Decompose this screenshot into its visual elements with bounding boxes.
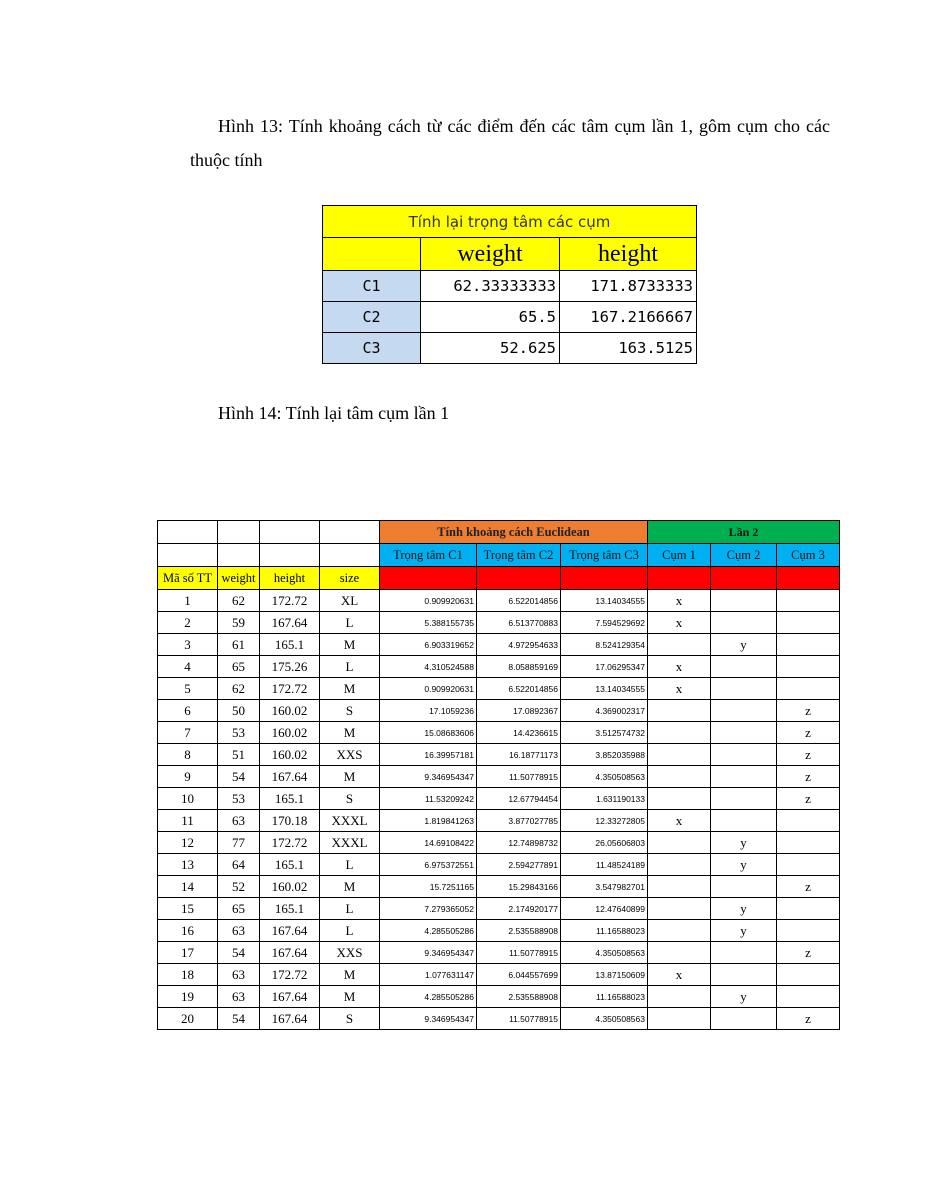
centroid-c1-header: Trọng tâm C1 [380, 544, 477, 567]
row-id: 12 [158, 832, 218, 854]
distance-c2: 11.50778915 [477, 1008, 561, 1030]
weight-header: weight [421, 238, 560, 271]
distance-c3: 3.852035988 [561, 744, 648, 766]
height-header: height [560, 238, 697, 271]
distance-c1: 7.279365052 [380, 898, 477, 920]
row-id: 20 [158, 1008, 218, 1030]
row-size: L [320, 612, 380, 634]
distance-c2: 6.044557699 [477, 964, 561, 986]
distance-c3: 12.47640899 [561, 898, 648, 920]
row-size: L [320, 854, 380, 876]
distance-c2: 11.50778915 [477, 942, 561, 964]
row-height: 167.64 [260, 942, 320, 964]
distance-c2: 6.513770883 [477, 612, 561, 634]
centroid-table-title: Tính lại trọng tâm các cụm [323, 206, 697, 238]
table-row [158, 590, 840, 612]
row-size: L [320, 898, 380, 920]
row-weight: 65 [218, 656, 260, 678]
row-size: M [320, 876, 380, 898]
figure-13-caption: Hình 13: Tính khoảng cách từ các điểm đến các tâm cụm lần 1, gôm cụm cho các thuộc tính [190, 116, 830, 170]
empty-cell [218, 521, 260, 544]
table-row [158, 678, 840, 700]
weight-col-header: weight [218, 567, 260, 590]
distance-c1: 4.285505286 [380, 986, 477, 1008]
row-height: 167.64 [260, 612, 320, 634]
centroid-height: 167.2166667 [560, 302, 697, 333]
cluster-2-mark: y [711, 920, 777, 942]
centroid-c3-header: Trọng tâm C3 [561, 544, 648, 567]
distance-c2: 17.0892367 [477, 700, 561, 722]
row-size: S [320, 1008, 380, 1030]
cluster-1-mark [648, 744, 711, 766]
row-height: 165.1 [260, 898, 320, 920]
row-height: 175.26 [260, 656, 320, 678]
distance-c1: 0.909920631 [380, 678, 477, 700]
row-id: 4 [158, 656, 218, 678]
cluster-1-mark [648, 832, 711, 854]
distance-c2: 12.74898732 [477, 832, 561, 854]
cluster-2-mark [711, 1008, 777, 1030]
distance-c3: 4.350508563 [561, 1008, 648, 1030]
cluster-2-mark: y [711, 634, 777, 656]
row-size: XXXL [320, 832, 380, 854]
row-size: M [320, 986, 380, 1008]
cluster-3-mark: z [777, 788, 840, 810]
table-row [158, 942, 840, 964]
distance-c3: 7.594529692 [561, 612, 648, 634]
distance-c2: 2.594277891 [477, 854, 561, 876]
centroid-label: C2 [323, 302, 421, 333]
distance-c2: 15.29843166 [477, 876, 561, 898]
cluster-3-mark: z [777, 1008, 840, 1030]
row-size: L [320, 920, 380, 942]
distance-c1: 15.7251165 [380, 876, 477, 898]
row-height: 167.64 [260, 766, 320, 788]
distance-c2: 6.522014856 [477, 590, 561, 612]
cluster-3-mark: z [777, 744, 840, 766]
distance-c1: 9.346954347 [380, 766, 477, 788]
distance-c1: 6.975372551 [380, 854, 477, 876]
table-row [158, 920, 840, 942]
table-row [158, 766, 840, 788]
size-col-header: size [320, 567, 380, 590]
distance-c1: 11.53209242 [380, 788, 477, 810]
row-id: 17 [158, 942, 218, 964]
row-weight: 62 [218, 678, 260, 700]
row-weight: 54 [218, 766, 260, 788]
distance-c3: 13.87150609 [561, 964, 648, 986]
row-height: 172.72 [260, 590, 320, 612]
empty-cell [260, 544, 320, 567]
centroid-table [322, 205, 697, 364]
row-weight: 63 [218, 920, 260, 942]
centroid-label: C1 [323, 271, 421, 302]
distance-c2: 2.535588908 [477, 986, 561, 1008]
cluster-3-mark [777, 678, 840, 700]
distance-c1: 14.69108422 [380, 832, 477, 854]
row-size: L [320, 656, 380, 678]
table-row [158, 612, 840, 634]
cluster-2-mark [711, 810, 777, 832]
row-height: 167.64 [260, 986, 320, 1008]
row-weight: 61 [218, 634, 260, 656]
distance-c1: 4.310524588 [380, 656, 477, 678]
distance-c2: 16.18771173 [477, 744, 561, 766]
cluster-1-mark [648, 898, 711, 920]
table-row [158, 788, 840, 810]
row-id: 3 [158, 634, 218, 656]
row-weight: 54 [218, 942, 260, 964]
cluster-3-mark [777, 854, 840, 876]
centroid-row [323, 302, 697, 333]
distance-c2: 2.535588908 [477, 920, 561, 942]
row-id: 14 [158, 876, 218, 898]
table-row [158, 854, 840, 876]
distance-c2: 4.972954633 [477, 634, 561, 656]
cluster-1-mark: x [648, 612, 711, 634]
cluster-2-mark [711, 964, 777, 986]
centroid-height: 171.8733333 [560, 271, 697, 302]
cluster-1-mark [648, 788, 711, 810]
distance-c3: 11.16588023 [561, 920, 648, 942]
distance-c3: 13.14034555 [561, 590, 648, 612]
row-size: XXS [320, 744, 380, 766]
row-weight: 63 [218, 986, 260, 1008]
distance-c3: 8.524129354 [561, 634, 648, 656]
table-row [158, 656, 840, 678]
cluster-1-mark [648, 942, 711, 964]
cluster-1-mark [648, 766, 711, 788]
cluster-1-mark [648, 986, 711, 1008]
cluster-2-mark [711, 678, 777, 700]
row-weight: 59 [218, 612, 260, 634]
cluster-2-mark: y [711, 854, 777, 876]
distance-c3: 17.06295347 [561, 656, 648, 678]
height-col-header: height [260, 567, 320, 590]
distance-c1: 1.077631147 [380, 964, 477, 986]
distance-table [157, 520, 840, 1030]
empty-cell [158, 544, 218, 567]
table-row [158, 1008, 840, 1030]
centroid-height: 163.5125 [560, 333, 697, 364]
row-weight: 63 [218, 810, 260, 832]
cluster-1-mark: x [648, 810, 711, 832]
distance-c2: 11.50778915 [477, 766, 561, 788]
row-id: 10 [158, 788, 218, 810]
cluster-2-mark [711, 744, 777, 766]
row-weight: 64 [218, 854, 260, 876]
cluster-2-mark [711, 612, 777, 634]
cluster-1-mark [648, 722, 711, 744]
row-id: 18 [158, 964, 218, 986]
centroid-weight: 65.5 [421, 302, 560, 333]
cluster-3-mark: z [777, 700, 840, 722]
distance-c1: 6.903319652 [380, 634, 477, 656]
centroid-weight: 52.625 [421, 333, 560, 364]
red-cell [380, 567, 477, 590]
distance-c1: 0.909920631 [380, 590, 477, 612]
row-id: 9 [158, 766, 218, 788]
row-height: 160.02 [260, 722, 320, 744]
row-weight: 50 [218, 700, 260, 722]
row-height: 160.02 [260, 876, 320, 898]
row-id: 6 [158, 700, 218, 722]
row-id: 2 [158, 612, 218, 634]
cluster-1-header: Cụm 1 [648, 544, 711, 567]
distance-c2: 6.522014856 [477, 678, 561, 700]
cluster-3-mark: z [777, 876, 840, 898]
row-weight: 53 [218, 722, 260, 744]
row-id: 7 [158, 722, 218, 744]
row-id: 8 [158, 744, 218, 766]
table-row [158, 986, 840, 1008]
cluster-3-mark [777, 920, 840, 942]
row-id: 11 [158, 810, 218, 832]
row-id: 19 [158, 986, 218, 1008]
distance-c3: 3.512574732 [561, 722, 648, 744]
distance-c2: 14.4236615 [477, 722, 561, 744]
cluster-3-mark: z [777, 942, 840, 964]
row-size: XL [320, 590, 380, 612]
empty-cell [218, 544, 260, 567]
row-weight: 52 [218, 876, 260, 898]
id-header: Mã số TT [158, 567, 218, 590]
distance-c3: 4.350508563 [561, 942, 648, 964]
distance-c1: 4.285505286 [380, 920, 477, 942]
row-weight: 63 [218, 964, 260, 986]
cluster-1-mark: x [648, 590, 711, 612]
distance-c3: 3.547982701 [561, 876, 648, 898]
row-size: M [320, 766, 380, 788]
distance-c3: 1.631190133 [561, 788, 648, 810]
cluster-2-mark [711, 876, 777, 898]
cluster-2-mark: y [711, 832, 777, 854]
cluster-1-mark [648, 1008, 711, 1030]
row-weight: 51 [218, 744, 260, 766]
table-row [158, 964, 840, 986]
distance-c2: 2.174920177 [477, 898, 561, 920]
cluster-3-mark [777, 656, 840, 678]
row-height: 167.64 [260, 1008, 320, 1030]
row-weight: 53 [218, 788, 260, 810]
row-size: M [320, 634, 380, 656]
cluster-2-mark [711, 656, 777, 678]
lan2-group-header: Lần 2 [648, 521, 840, 544]
row-id: 13 [158, 854, 218, 876]
row-height: 160.02 [260, 744, 320, 766]
row-weight: 77 [218, 832, 260, 854]
cluster-1-mark [648, 854, 711, 876]
euclidean-group-header: Tính khoảng cách Euclidean [380, 521, 648, 544]
row-height: 165.1 [260, 634, 320, 656]
row-weight: 62 [218, 590, 260, 612]
row-size: M [320, 722, 380, 744]
cluster-3-mark [777, 810, 840, 832]
row-id: 16 [158, 920, 218, 942]
distance-c3: 4.369002317 [561, 700, 648, 722]
cluster-1-mark [648, 876, 711, 898]
cluster-2-mark [711, 590, 777, 612]
row-id: 1 [158, 590, 218, 612]
row-height: 167.64 [260, 920, 320, 942]
distance-c2: 8.058859169 [477, 656, 561, 678]
row-height: 172.72 [260, 964, 320, 986]
distance-c3: 11.48524189 [561, 854, 648, 876]
cluster-2-mark [711, 788, 777, 810]
row-height: 170.18 [260, 810, 320, 832]
red-cell [477, 567, 561, 590]
distance-c2: 3.877027785 [477, 810, 561, 832]
distance-c1: 17.1059236 [380, 700, 477, 722]
row-id: 15 [158, 898, 218, 920]
cluster-3-mark [777, 832, 840, 854]
cluster-2-mark: y [711, 898, 777, 920]
distance-c2: 12.67794454 [477, 788, 561, 810]
distance-c3: 13.14034555 [561, 678, 648, 700]
centroid-row [323, 333, 697, 364]
empty-cell [158, 521, 218, 544]
red-cell [711, 567, 777, 590]
table-row [158, 634, 840, 656]
cluster-2-mark [711, 700, 777, 722]
cluster-1-mark: x [648, 678, 711, 700]
cluster-1-mark: x [648, 656, 711, 678]
table-row [158, 700, 840, 722]
figure-14-caption: Hình 14: Tính lại tâm cụm lần 1 [218, 403, 450, 423]
centroid-weight: 62.33333333 [421, 271, 560, 302]
distance-c3: 26.05606803 [561, 832, 648, 854]
distance-c1: 9.346954347 [380, 942, 477, 964]
row-height: 160.02 [260, 700, 320, 722]
distance-c1: 5.388155735 [380, 612, 477, 634]
table-row [158, 722, 840, 744]
cluster-3-mark [777, 898, 840, 920]
row-size: S [320, 700, 380, 722]
cluster-3-mark [777, 634, 840, 656]
row-weight: 65 [218, 898, 260, 920]
distance-c1: 9.346954347 [380, 1008, 477, 1030]
centroid-row [323, 271, 697, 302]
centroid-label: C3 [323, 333, 421, 364]
distance-c3: 12.33272805 [561, 810, 648, 832]
empty-cell [260, 521, 320, 544]
centroid-c2-header: Trọng tâm C2 [477, 544, 561, 567]
cluster-3-mark [777, 612, 840, 634]
distance-c3: 4.350508563 [561, 766, 648, 788]
cluster-3-header: Cụm 3 [777, 544, 840, 567]
distance-c1: 1.819841263 [380, 810, 477, 832]
cluster-2-mark [711, 722, 777, 744]
row-size: S [320, 788, 380, 810]
red-cell [777, 567, 840, 590]
cluster-1-mark [648, 634, 711, 656]
cluster-3-mark: z [777, 766, 840, 788]
cluster-3-mark [777, 986, 840, 1008]
cluster-2-mark: y [711, 986, 777, 1008]
cluster-1-mark: x [648, 964, 711, 986]
row-height: 172.72 [260, 832, 320, 854]
row-weight: 54 [218, 1008, 260, 1030]
cluster-3-mark [777, 590, 840, 612]
cluster-2-mark [711, 942, 777, 964]
empty-cell [320, 521, 380, 544]
row-size: M [320, 964, 380, 986]
cluster-3-mark [777, 964, 840, 986]
row-height: 172.72 [260, 678, 320, 700]
table-row [158, 876, 840, 898]
red-cell [648, 567, 711, 590]
cluster-1-mark [648, 700, 711, 722]
empty-cell [320, 544, 380, 567]
row-size: XXXL [320, 810, 380, 832]
row-size: XXS [320, 942, 380, 964]
table-row [158, 744, 840, 766]
row-id: 5 [158, 678, 218, 700]
red-cell [561, 567, 648, 590]
row-height: 165.1 [260, 788, 320, 810]
cluster-2-mark [711, 766, 777, 788]
cluster-2-header: Cụm 2 [711, 544, 777, 567]
table-row [158, 810, 840, 832]
table-row [158, 898, 840, 920]
row-height: 165.1 [260, 854, 320, 876]
cluster-3-mark: z [777, 722, 840, 744]
distance-c3: 11.16588023 [561, 986, 648, 1008]
row-size: M [320, 678, 380, 700]
distance-c1: 16.39957181 [380, 744, 477, 766]
table-row [158, 832, 840, 854]
centroid-corner-cell [323, 238, 421, 271]
cluster-1-mark [648, 920, 711, 942]
distance-c1: 15.08683606 [380, 722, 477, 744]
